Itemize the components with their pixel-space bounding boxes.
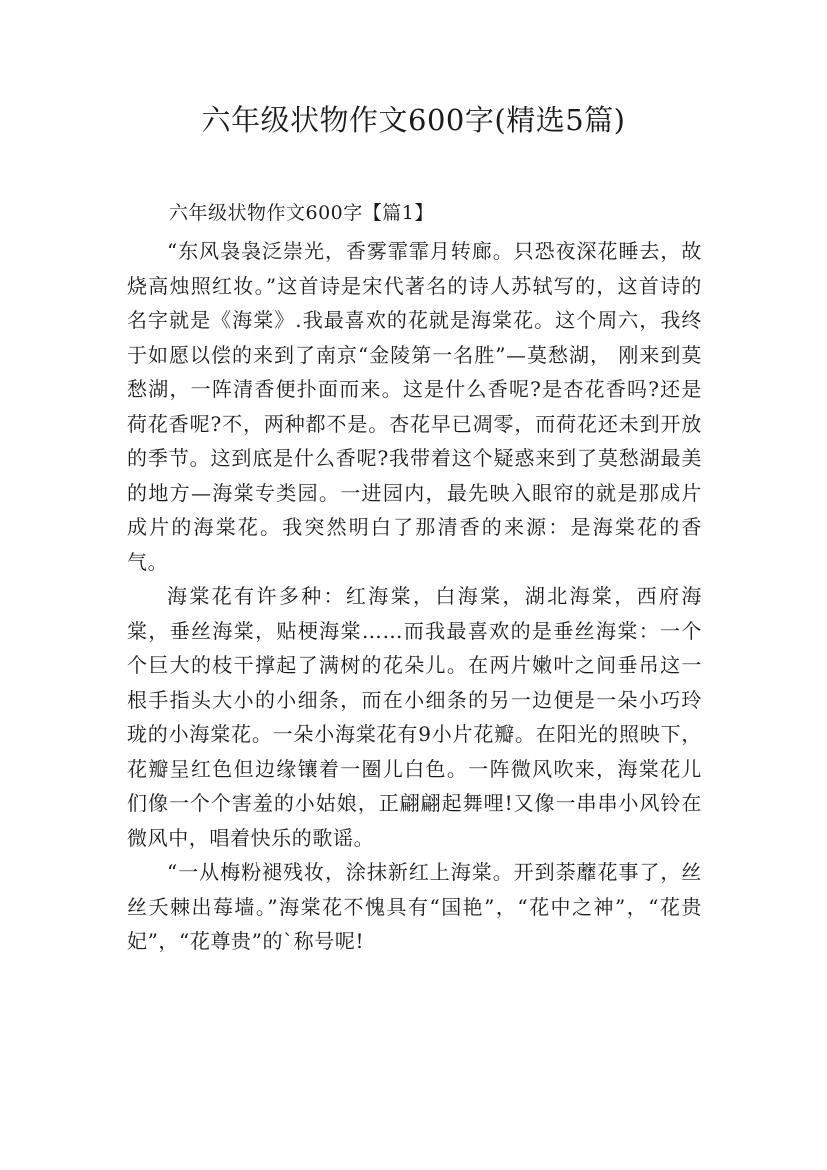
document-title: 六年级状物作文600字(精选5篇) [201,103,626,137]
section-heading: 六年级状物作文600字【篇1】 [169,202,434,224]
paragraph-2: 海棠花有许多种：红海棠，白海棠，湖北海棠，西府海棠，垂丝海棠，贴梗海棠……而我最喜欢的是垂丝海棠：一个个巨大的枝干撑起了满树的花朵儿。在两片嫩叶之间垂吊这一根手指头大小的小细条，而在小细条的另一边便是一朵小巧玲珑的小海棠花。一朵小海棠花有9小片花瓣。在阳光的照映下，花瓣呈红色但边缘镶着一圈儿白色。一阵微风吹来，海棠花儿们像一个个害羞的小姑娘，正翩翩起舞哩!又像一串串小风铃在微风中，唱着快乐的歌谣。 [127,584,702,850]
paragraph-3: “一从梅粉褪残妆，涂抹新红上海棠。开到荼蘼花事了，丝丝夭棘出莓墙。”海棠花不愧具有“国艳”，“花中之神”，“花贵妃”，“花尊贵”的`称号呢! [127,860,702,953]
document-body [127,196,702,959]
paragraph-1: “东风袅袅泛崇光，香雾霏霏月转廊。只恐夜深花睡去，故烧高烛照红妆。”这首诗是宋代著名的诗人苏轼写的，这首诗的名字就是《海棠》.我最喜欢的花就是海棠花。这个周六，我终于如愿以偿的来到了南京“金陵第一名胜”—莫愁湖， 刚来到莫愁湖，一阵清香便扑面而来。这是什么香呢?是杏花香吗?还是荷花香呢?不，两种都不是。杏花早已凋零，而荷花还未到开放的季节。这到底是什么香呢?我带着这个疑惑来到了莫愁湖最美的地方—海棠专类园。一进园内，最先映入眼帘的就是那成片成片的海棠花。我突然明白了那清香的来源：是海棠花的香气。 [127,239,702,574]
